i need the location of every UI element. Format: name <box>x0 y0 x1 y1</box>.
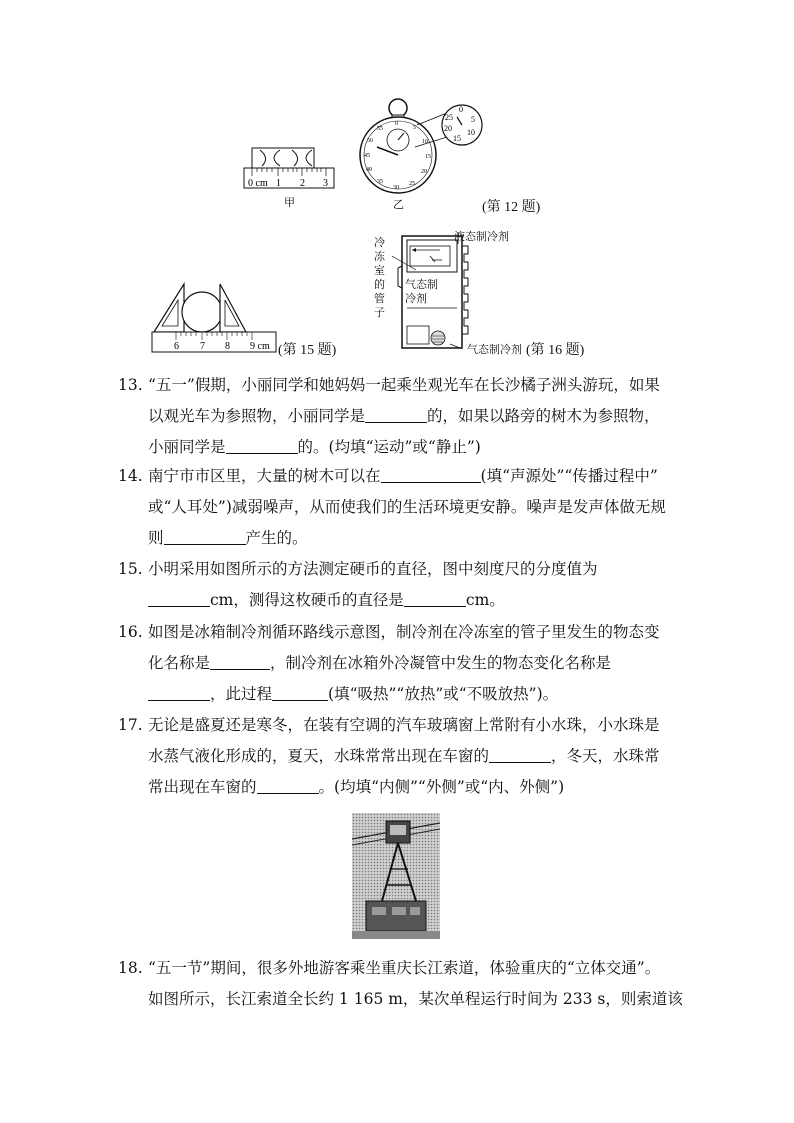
outer-dial-label: 10 <box>422 139 428 145</box>
ruler12-tick: 0 cm <box>248 178 268 189</box>
caption-15: (第 15 题) <box>278 343 337 358</box>
ruler15-tick: 9 cm <box>250 341 270 352</box>
caption-12: (第 12 题) <box>482 200 541 215</box>
question-text: 如图是冰箱制冷剂循环路线示意图，制冷剂在冷冻室的管子里发生的物态变 <box>148 623 660 641</box>
label-jia: 甲 <box>284 197 295 209</box>
outer-dial-label: 5 <box>413 125 416 131</box>
label-yi: 乙 <box>393 199 404 211</box>
answer-blank[interactable] <box>365 406 427 423</box>
figure-16 <box>372 226 532 356</box>
question-17 <box>118 710 688 803</box>
outer-dial-label: 25 <box>409 181 415 187</box>
inner-dial-label: 5 <box>471 115 475 124</box>
outer-dial-label: 15 <box>425 154 431 160</box>
question-16 <box>118 617 688 710</box>
question-text: 水蒸气液化形成的，夏天，水珠常常出现在车窗的 <box>148 747 490 765</box>
label-gas-refrigerant-bottom: 气态制冷剂 <box>467 344 522 356</box>
question-18 <box>118 953 688 1015</box>
question-14 <box>118 461 688 554</box>
inner-dial-label: 0 <box>459 105 463 114</box>
answer-blank[interactable] <box>257 777 319 794</box>
question-text: 化名称是 <box>148 654 211 672</box>
caption-16: (第 16 题) <box>526 343 585 358</box>
question-text: ，冬天，水珠常 <box>551 747 660 765</box>
ruler15-tick: 6 <box>174 341 179 352</box>
label-liquid-refrigerant: 液态制冷剂 <box>454 231 509 243</box>
answer-blank[interactable] <box>210 653 270 670</box>
question-number: 15. <box>118 560 143 578</box>
answer-blank[interactable] <box>404 590 466 607</box>
question-text: 小丽同学是 <box>148 438 226 456</box>
inner-dial-label: 25 <box>445 113 453 122</box>
answer-blank[interactable] <box>226 437 298 454</box>
question-text: ，此过程 <box>210 685 273 703</box>
figure-12-stopwatch <box>355 95 490 210</box>
label-gas-refrigerant-inside: 气态制冷剂 <box>405 279 438 305</box>
outer-dial-label: 50 <box>367 138 373 144</box>
question-text: (填“吸热”“放热”或“不吸放热”)。 <box>328 685 559 703</box>
figure-15 <box>150 280 280 355</box>
outer-dial-label: 55 <box>377 126 383 132</box>
question-text: 的，如果以路旁的树木为参照物， <box>427 407 660 425</box>
ruler12-tick: 2 <box>300 178 305 189</box>
question-13 <box>118 370 688 463</box>
question-text: 无论是盛夏还是寒冬，在装有空调的汽车玻璃窗上常附有小水珠，小水珠是 <box>148 716 660 734</box>
question-number: 16. <box>118 623 143 641</box>
question-text: “五一节”期间，很多外地游客乘坐重庆长江索道，体验重庆的“立体交通”。 <box>148 959 661 977</box>
question-text: 如图所示，长江索道全长约 1 165 m，某次单程运行时间为 233 s，则索道该 <box>148 990 683 1008</box>
ruler15-tick: 8 <box>225 341 230 352</box>
question-15 <box>118 554 688 616</box>
question-number: 18. <box>118 959 143 977</box>
question-text: 则 <box>148 529 164 547</box>
question-number: 17. <box>118 716 143 734</box>
answer-blank[interactable] <box>164 528 246 545</box>
question-text: 小明采用如图所示的方法测定硬币的直径，图中刻度尺的分度值为 <box>148 560 598 578</box>
question-text: 南宁市市区里，大量的树木可以在 <box>148 467 381 485</box>
answer-blank[interactable] <box>381 466 481 483</box>
label-freezer-pipe: 冷冻室的管子 <box>374 237 385 319</box>
question-text: “五一”假期，小丽同学和她妈妈一起乘坐观光车在长沙橘子洲头游玩，如果 <box>148 376 660 394</box>
outer-dial-label: 30 <box>393 185 399 191</box>
question-text: (填“声源处”“传播过程中” <box>480 467 658 485</box>
cableway-photo <box>352 813 440 939</box>
answer-blank[interactable] <box>272 684 328 701</box>
outer-dial-label: 35 <box>377 179 383 185</box>
answer-blank[interactable] <box>148 590 210 607</box>
inner-dial-label: 20 <box>444 124 452 133</box>
question-text: 产生的。 <box>245 529 308 547</box>
question-text: 的。(均填“运动”或“静止”) <box>297 438 481 456</box>
question-text: 以观光车为参照物，小丽同学是 <box>148 407 366 425</box>
ruler15-tick: 7 <box>200 341 205 352</box>
inner-dial-label: 15 <box>453 134 461 143</box>
question-text: ，制冷剂在冰箱外冷凝管中发生的物态变化名称是 <box>270 654 612 672</box>
figure-12-jia <box>240 140 340 215</box>
inner-dial-label: 10 <box>467 128 475 137</box>
outer-dial-label: 45 <box>364 153 370 159</box>
question-text: 。(均填“内侧”“外侧”或“内、外侧”) <box>318 778 565 796</box>
question-text: 或“人耳处”)减弱噪声，从而使我们的生活环境更安静。噪声是发声体做无规 <box>148 498 666 516</box>
answer-blank[interactable] <box>489 746 551 763</box>
question-text: cm，测得这枚硬币的直径是 <box>210 591 404 609</box>
answer-blank[interactable] <box>148 684 210 701</box>
ruler12-tick: 1 <box>276 178 281 189</box>
question-text: cm。 <box>465 591 505 609</box>
outer-dial-label: 0 <box>395 121 398 127</box>
outer-dial-label: 40 <box>366 167 372 173</box>
question-number: 14. <box>118 467 143 485</box>
outer-dial-label: 20 <box>421 169 427 175</box>
question-text: 常出现在车窗的 <box>148 778 257 796</box>
ruler12-tick: 3 <box>323 178 328 189</box>
question-number: 13. <box>118 376 143 394</box>
